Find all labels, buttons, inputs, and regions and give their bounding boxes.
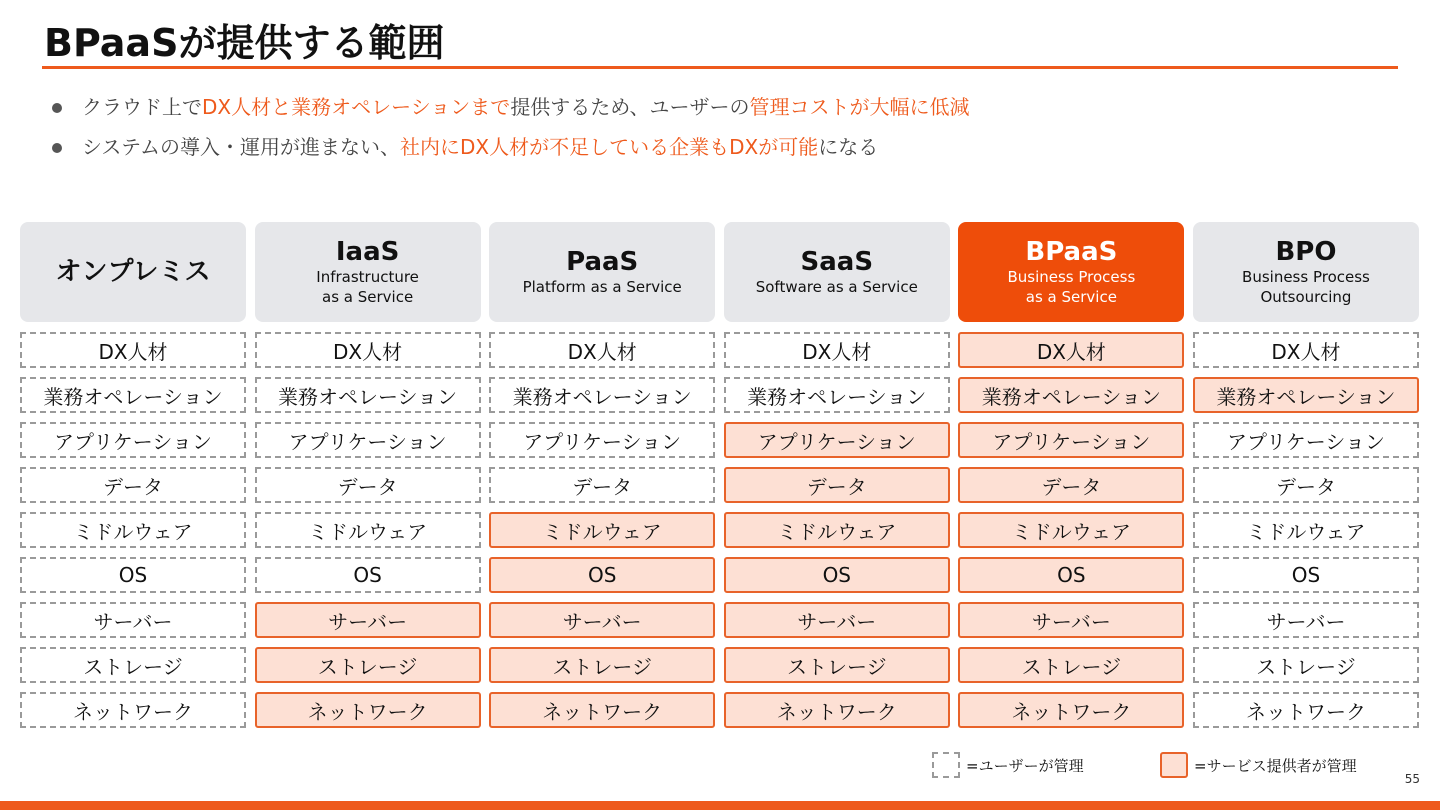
column-subtitle: Outsourcing	[1260, 288, 1352, 306]
layer-cell: ネットワーク	[724, 692, 950, 728]
layer-cell: ストレージ	[1193, 647, 1419, 683]
column	[958, 222, 1184, 737]
bullet-text: になる	[818, 135, 879, 159]
bullet-list	[48, 92, 970, 172]
column	[255, 222, 481, 737]
bullet-item	[48, 132, 970, 172]
layer-cell: ネットワーク	[489, 692, 715, 728]
layer-cell: ミドルウェア	[20, 512, 246, 548]
column-subtitle: as a Service	[322, 288, 414, 306]
bullet-text: クラウド上で	[82, 95, 202, 119]
layer-cell: DX人材	[255, 332, 481, 368]
legend-provider	[1160, 752, 1357, 778]
legend-provider-swatch	[1160, 752, 1188, 778]
layer-cell: 業務オペレーション	[255, 377, 481, 413]
column-title: PaaS	[566, 247, 639, 277]
page-title: BPaaSが提供する範囲	[44, 21, 445, 65]
layer-cell: アプリケーション	[20, 422, 246, 458]
layer-cell: データ	[958, 467, 1184, 503]
column-subtitle: as a Service	[1025, 288, 1117, 306]
layer-cell: ネットワーク	[1193, 692, 1419, 728]
column-header	[1193, 222, 1419, 322]
layer-cell: ストレージ	[20, 647, 246, 683]
layer-cell: DX人材	[724, 332, 950, 368]
page-number: 55	[1404, 772, 1420, 786]
layer-cell: データ	[255, 467, 481, 503]
column-subtitle: Infrastructure	[316, 268, 419, 286]
legend-user-swatch	[932, 752, 960, 778]
layer-cell: ネットワーク	[20, 692, 246, 728]
title-divider	[42, 66, 1398, 69]
layer-cell: DX人材	[1193, 332, 1419, 368]
layer-cell: サーバー	[1193, 602, 1419, 638]
layer-cell: サーバー	[724, 602, 950, 638]
column-title: BPO	[1275, 237, 1337, 267]
layer-cell: サーバー	[255, 602, 481, 638]
column-title: オンプレミス	[55, 257, 211, 287]
layer-cell: データ	[724, 467, 950, 503]
layer-cell: OS	[724, 557, 950, 593]
layer-cell: ストレージ	[724, 647, 950, 683]
layer-cell: OS	[255, 557, 481, 593]
layer-cell: OS	[20, 557, 246, 593]
bullet-item	[48, 92, 970, 132]
bullet-dot-icon	[52, 143, 62, 153]
layer-cell: 業務オペレーション	[1193, 377, 1419, 413]
layer-cell: データ	[1193, 467, 1419, 503]
layer-cell: アプリケーション	[724, 422, 950, 458]
layer-cell: 業務オペレーション	[958, 377, 1184, 413]
layer-cell: データ	[20, 467, 246, 503]
layer-cell: 業務オペレーション	[20, 377, 246, 413]
layer-cell: OS	[489, 557, 715, 593]
layer-cell: ミドルウェア	[958, 512, 1184, 548]
column-header	[20, 222, 246, 322]
layer-cell: ネットワーク	[255, 692, 481, 728]
layer-cell: DX人材	[20, 332, 246, 368]
column-header	[255, 222, 481, 322]
layer-cell: アプリケーション	[1193, 422, 1419, 458]
bullet-text: 提供するため、ユーザーの	[510, 95, 750, 119]
legend-user-label: =ユーザーが管理	[966, 756, 1084, 775]
bullet-dot-icon	[52, 103, 62, 113]
layer-cell: ストレージ	[489, 647, 715, 683]
column	[724, 222, 950, 737]
bullet-highlight: DX人材と業務オペレーションまで	[202, 95, 511, 119]
footer-bar	[0, 801, 1440, 810]
layer-cell: ミドルウェア	[1193, 512, 1419, 548]
layer-cell: ミドルウェア	[255, 512, 481, 548]
column-subtitle: Software as a Service	[755, 278, 918, 296]
column-header	[724, 222, 950, 322]
column-subtitle: Business Process	[1242, 268, 1370, 286]
layer-cell: アプリケーション	[255, 422, 481, 458]
layer-cell: ミドルウェア	[724, 512, 950, 548]
layer-cell: アプリケーション	[958, 422, 1184, 458]
layer-cell: サーバー	[489, 602, 715, 638]
layer-cell: OS	[958, 557, 1184, 593]
layer-cell: OS	[1193, 557, 1419, 593]
column-title: IaaS	[335, 237, 400, 267]
bullet-text: システムの導入・運用が進まない、	[82, 135, 400, 159]
column-header	[489, 222, 715, 322]
layer-cell: DX人材	[489, 332, 715, 368]
column-subtitle: Business Process	[1007, 268, 1136, 286]
layer-cell: ミドルウェア	[489, 512, 715, 548]
layer-cell: 業務オペレーション	[724, 377, 950, 413]
column-title: BPaaS	[1025, 237, 1118, 267]
bullet-highlight: 管理コストが大幅に低減	[749, 95, 970, 119]
column-subtitle: Platform as a Service	[522, 278, 682, 296]
column	[489, 222, 715, 737]
column	[1193, 222, 1419, 737]
bullet-highlight: 社内にDX人材が不足している企業もDXが可能	[400, 135, 819, 159]
layer-cell: サーバー	[20, 602, 246, 638]
layer-cell: データ	[489, 467, 715, 503]
column-header	[958, 222, 1184, 322]
layer-cell: アプリケーション	[489, 422, 715, 458]
layer-cell: DX人材	[958, 332, 1184, 368]
layer-cell: ネットワーク	[958, 692, 1184, 728]
column	[20, 222, 246, 737]
layer-cell: ストレージ	[255, 647, 481, 683]
layer-cell: サーバー	[958, 602, 1184, 638]
column-title: SaaS	[800, 247, 874, 277]
layer-cell: ストレージ	[958, 647, 1184, 683]
service-model-comparison-table	[20, 222, 1419, 737]
legend-provider-label: =サービス提供者が管理	[1194, 756, 1357, 775]
legend-user	[932, 752, 1084, 778]
layer-cell: 業務オペレーション	[489, 377, 715, 413]
